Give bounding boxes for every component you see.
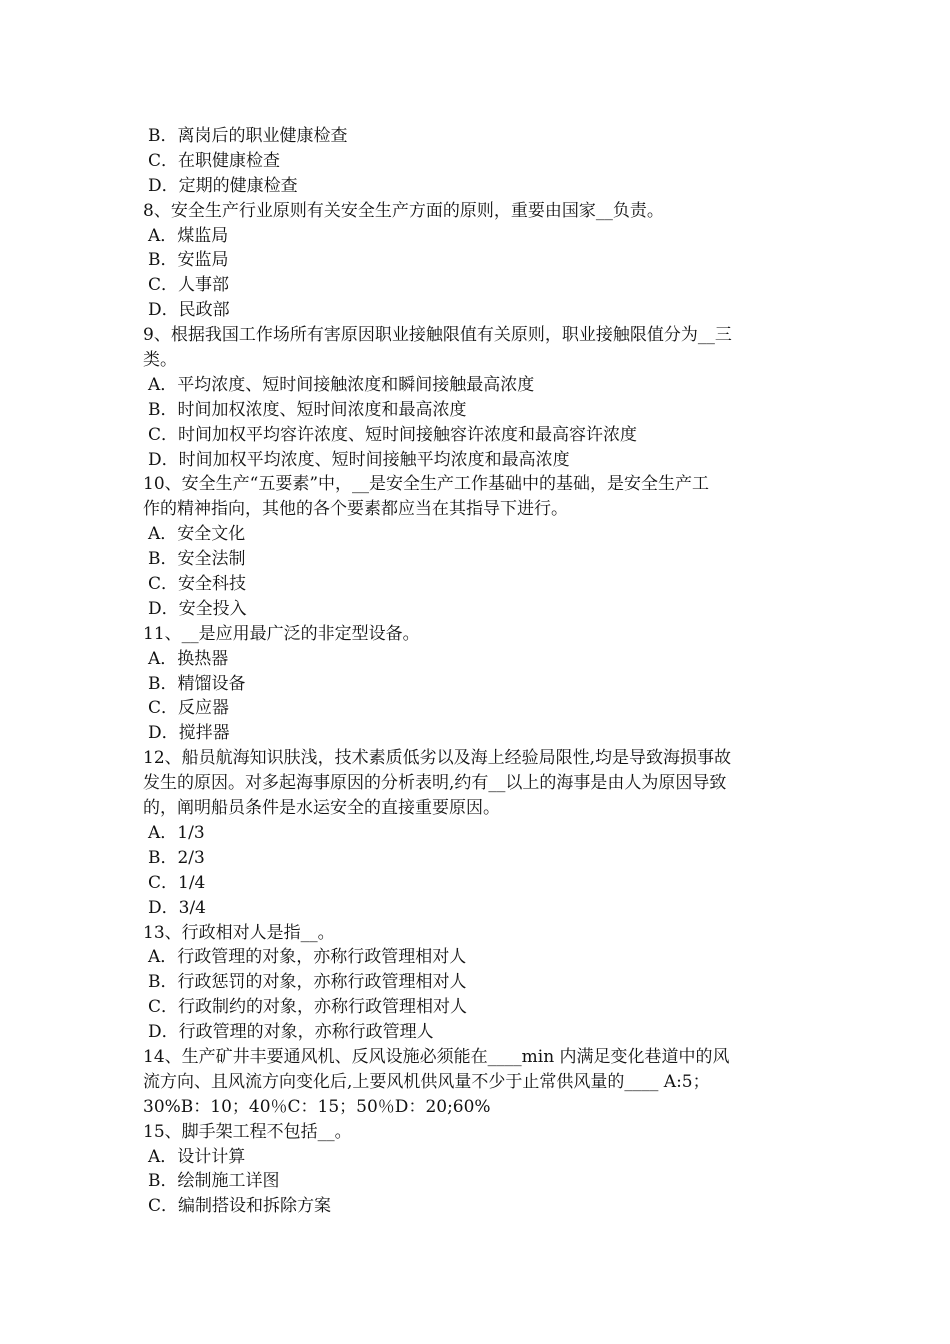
option-item: C．在职健康检查 (148, 150, 281, 171)
question-text: 11、__是应用最广泛的非定型设备。 (143, 623, 420, 644)
option-item: C．反应器 (148, 698, 230, 719)
question-15 (143, 1120, 815, 1220)
option-item: A．1/3 (148, 822, 205, 843)
option-item: D．时间加权平均浓度、短时间接触平均浓度和最高浓度 (148, 449, 570, 470)
question-13 (143, 921, 815, 1045)
option-item: B．离岗后的职业健康检查 (148, 126, 348, 146)
question-text: 10、安全生产“五要素”中，__是安全生产工作基础中的基础，是安全生产工 (143, 474, 710, 495)
option-item: B．安全法制 (148, 549, 246, 570)
option-item: B．绘制施工详图 (148, 1171, 280, 1192)
option-item: A．换热器 (148, 648, 229, 669)
option-item: C．安全科技 (148, 574, 247, 595)
question-text: 30%B：10；40％C：15；50％D：20;60% (143, 1096, 491, 1117)
question-14 (143, 1045, 815, 1120)
question-text: 作的精神指向，其他的各个要素都应当在其指导下进行。 (143, 499, 568, 520)
document-body (143, 124, 815, 1219)
question-8 (143, 199, 815, 323)
option-item: A．行政管理的对象，亦称行政管理相对人 (148, 947, 467, 968)
question-11 (143, 622, 815, 746)
question-9 (143, 323, 815, 472)
option-item: C．行政制约的对象，亦称行政管理相对人 (148, 997, 468, 1018)
option-item: A．安全文化 (148, 524, 246, 545)
option-item: D．安全投入 (148, 598, 247, 619)
question-text: 发生的原因。对多起海事原因的分析表明,约有__以上的海事是由人为原因导致 (143, 773, 727, 794)
option-item: D．3/4 (148, 897, 206, 918)
option-item: C．人事部 (148, 275, 230, 296)
question-text: 13、行政相对人是指__。 (143, 922, 335, 943)
question-text: 的，阐明船员条件是水运安全的直接重要原因。 (143, 798, 500, 819)
option-item: B．时间加权浓度、短时间浓度和最高浓度 (148, 399, 467, 420)
question-text: 流方向、且风流方向变化后,上要风机供风量不少于止常供风量的____ A:5； (143, 1071, 710, 1092)
option-item: D．行政管理的对象，亦称行政管理人 (148, 1022, 434, 1043)
option-item: B．精馏设备 (148, 673, 246, 694)
question-text: 类。 (143, 350, 177, 371)
option-item: A．设计计算 (148, 1146, 246, 1167)
leading-options (143, 124, 815, 199)
question-text: 9、根据我国工作场所有害原因职业接触限值有关原则，职业接触限值分为__三 (143, 325, 732, 346)
option-item: A．平均浓度、短时间接触浓度和瞬间接触最高浓度 (148, 374, 535, 395)
question-text: 15、脚手架工程不包括__。 (143, 1121, 352, 1142)
option-item: C．1/4 (148, 872, 206, 893)
option-item: B．2/3 (148, 847, 205, 868)
option-item: B．安监局 (148, 250, 229, 271)
option-item: D．搅拌器 (148, 723, 230, 744)
question-12 (143, 746, 815, 920)
option-item: D．定期的健康检查 (148, 175, 298, 196)
option-item: A．煤监局 (148, 225, 229, 246)
question-10 (143, 472, 815, 621)
option-item: D．民政部 (148, 300, 230, 321)
option-item: C．编制搭设和拆除方案 (148, 1196, 332, 1217)
question-text: 8、安全生产行业原则有关安全生产方面的原则，重要由国家__负责。 (143, 200, 664, 221)
question-text: 12、船员航海知识肤浅，技术素质低劣以及海上经验局限性,均是导致海损事故 (143, 748, 732, 769)
option-item: C．时间加权平均容许浓度、短时间接触容许浓度和最高容许浓度 (148, 424, 638, 445)
question-text: 14、生产矿井丰要通风机、反风设施必须能在____min 内满足变化巷道中的风 (143, 1046, 730, 1067)
option-item: B．行政惩罚的对象，亦称行政管理相对人 (148, 972, 467, 993)
